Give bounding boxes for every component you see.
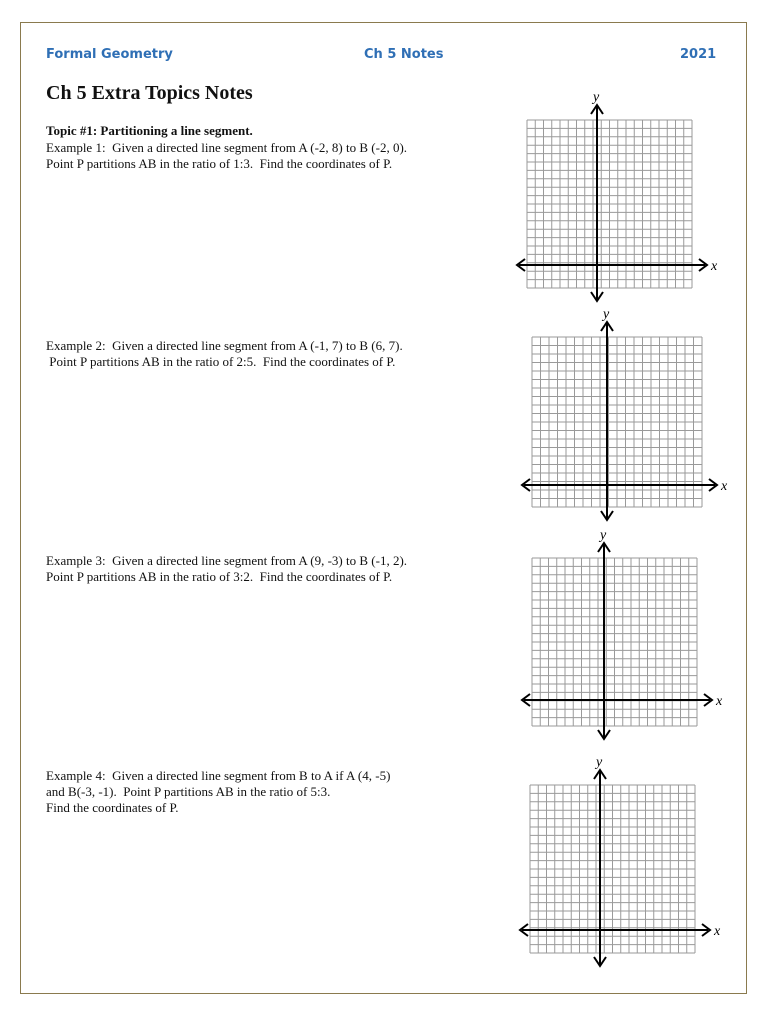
coordinate-grid-2 <box>515 304 730 529</box>
grid-3-svg <box>515 527 725 743</box>
example-1-line-1: Example 1: Given a directed line segment from A (-2, 8) to B (-2, 0). <box>46 140 408 155</box>
x-axis-label: x <box>721 479 728 494</box>
y-axis-label: y <box>596 755 603 770</box>
y-axis-label: y <box>593 90 600 105</box>
example-1-line-2: Point P partitions AB in the ratio of 1:3. Find the coordinates of P. <box>46 156 393 171</box>
y-axis-label: y <box>603 307 610 322</box>
x-axis-label: x <box>714 924 721 939</box>
example-3 <box>46 553 486 585</box>
course-name: Formal Geometry <box>46 47 173 62</box>
example-4-line-2: and B(-3, -1). Point P partitions AB in the ratio of 5:3. <box>46 784 331 799</box>
year-label: 2021 <box>680 47 717 62</box>
x-axis-label: x <box>716 694 723 709</box>
example-4-line-3: Find the coordinates of P. <box>46 800 179 815</box>
y-axis-label: y <box>600 528 607 543</box>
example-2 <box>46 338 486 370</box>
coordinate-grid-3 <box>515 527 725 748</box>
grid-lines <box>527 120 692 288</box>
x-axis-label: x <box>711 259 718 274</box>
grid-2-svg <box>515 304 730 524</box>
coordinate-grid-4 <box>515 752 725 975</box>
example-2-line-2: Point P partitions AB in the ratio of 2:5. Find the coordinates of P. <box>46 354 396 369</box>
notes-label: Ch 5 Notes <box>364 47 444 62</box>
grid-lines <box>532 337 702 507</box>
example-2-line-1: Example 2: Given a directed line segment from A (-1, 7) to B (6, 7). <box>46 338 403 353</box>
example-3-line-2: Point P partitions AB in the ratio of 3:2. Find the coordinates of P. <box>46 569 393 584</box>
topic-heading: Topic #1: Partitioning a line segment. <box>46 123 253 138</box>
grid-1-svg <box>515 88 725 306</box>
example-1 <box>46 140 486 172</box>
grid-4-svg <box>515 752 725 970</box>
example-4-line-1: Example 4: Given a directed line segment from B to A if A (4, -5) <box>46 768 391 783</box>
example-3-line-1: Example 3: Given a directed line segment from A (9, -3) to B (-1, 2). <box>46 553 408 568</box>
grid-lines <box>530 785 695 953</box>
coordinate-grid-1 <box>515 88 725 311</box>
page-title: Ch 5 Extra Topics Notes <box>46 82 253 104</box>
example-4 <box>46 768 486 816</box>
